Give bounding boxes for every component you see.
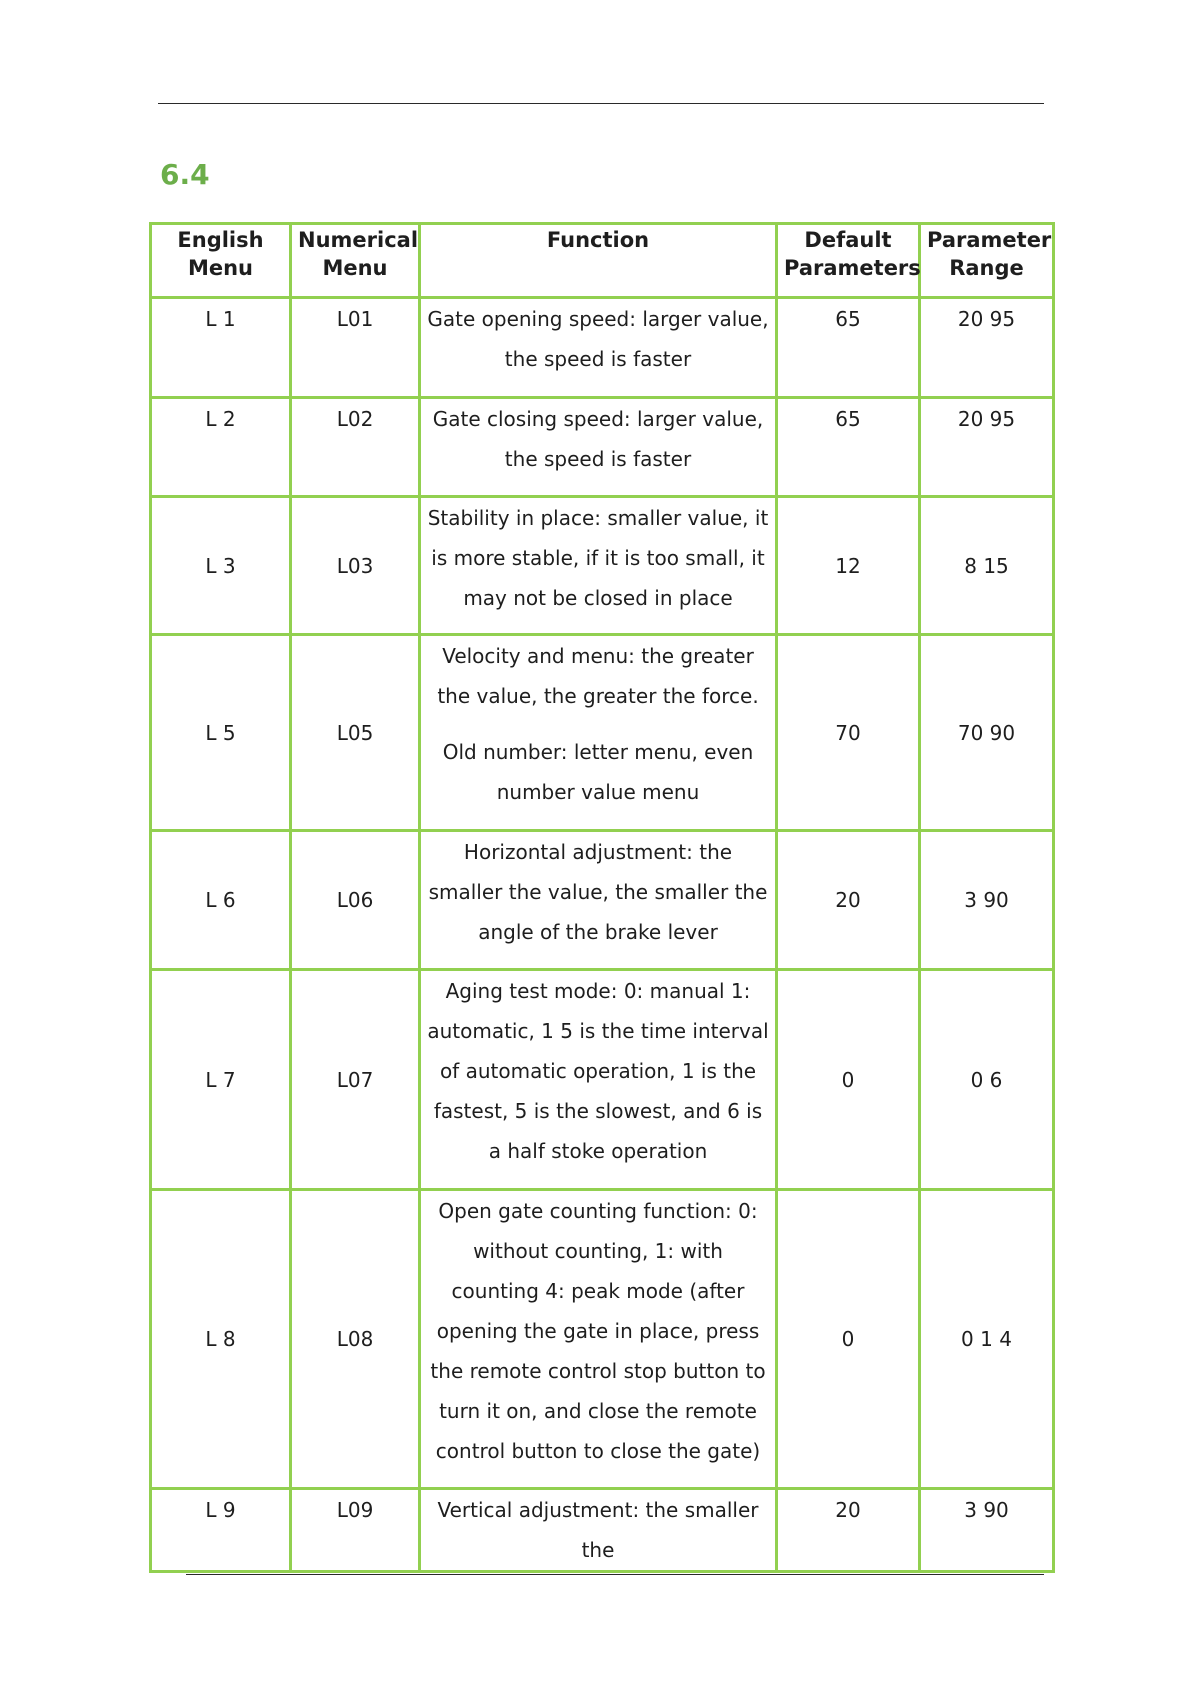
cell-default: 0 bbox=[777, 1190, 920, 1489]
cell-range: 3 90 bbox=[920, 1489, 1054, 1572]
cell-function bbox=[420, 398, 777, 497]
cell-english-menu: L 8 bbox=[151, 1190, 291, 1489]
cell-numerical-menu: L05 bbox=[291, 635, 420, 831]
function-text: Horizontal adjustment: the smaller the value, the smaller the angle of the brake lever bbox=[428, 840, 768, 944]
cell-function bbox=[420, 1489, 777, 1572]
cell-default: 65 bbox=[777, 398, 920, 497]
cell-numerical-menu: L08 bbox=[291, 1190, 420, 1489]
cell-range: 20 95 bbox=[920, 298, 1054, 398]
cell-default: 0 bbox=[777, 970, 920, 1190]
header-function: Function bbox=[420, 224, 777, 298]
function-text: Gate opening speed: larger value, the speed is faster bbox=[427, 307, 769, 371]
function-text: Old number: letter menu, even number value menu bbox=[442, 740, 754, 804]
table-row bbox=[151, 298, 1054, 398]
cell-function bbox=[420, 1190, 777, 1489]
cell-range: 0 1 4 bbox=[920, 1190, 1054, 1489]
cell-function bbox=[420, 970, 777, 1190]
function-text: Velocity and menu: the greater the value, the greater the force. bbox=[437, 644, 759, 708]
table-row bbox=[151, 635, 1054, 831]
cell-english-menu: L 9 bbox=[151, 1489, 291, 1572]
table-row bbox=[151, 497, 1054, 635]
cell-range: 70 90 bbox=[920, 635, 1054, 831]
cell-numerical-menu: L06 bbox=[291, 831, 420, 970]
cell-english-menu: L 3 bbox=[151, 497, 291, 635]
cell-english-menu: L 7 bbox=[151, 970, 291, 1190]
footer-rule bbox=[186, 1574, 1044, 1575]
header-default-parameters: Default Parameters bbox=[777, 224, 920, 298]
cell-range: 8 15 bbox=[920, 497, 1054, 635]
cell-numerical-menu: L01 bbox=[291, 298, 420, 398]
section-number: 6.4 bbox=[160, 158, 210, 191]
parameter-table bbox=[149, 222, 1055, 1573]
cell-default: 70 bbox=[777, 635, 920, 831]
table-row bbox=[151, 1489, 1054, 1572]
header-parameter-range: Parameter Range bbox=[920, 224, 1054, 298]
cell-numerical-menu: L02 bbox=[291, 398, 420, 497]
header-rule bbox=[158, 103, 1044, 104]
cell-function bbox=[420, 298, 777, 398]
table-row bbox=[151, 831, 1054, 970]
cell-numerical-menu: L07 bbox=[291, 970, 420, 1190]
cell-numerical-menu: L09 bbox=[291, 1489, 420, 1572]
table-row bbox=[151, 398, 1054, 497]
function-text: Open gate counting function: 0: without counting, 1: with counting 4: peak mode (after opening the gate in place, press the remote control stop button to turn it on, and close the remote control button to close the gate) bbox=[430, 1199, 766, 1463]
cell-range: 20 95 bbox=[920, 398, 1054, 497]
header-numerical-menu: Numerical Menu bbox=[291, 224, 420, 298]
cell-default: 65 bbox=[777, 298, 920, 398]
table-header-row bbox=[151, 224, 1054, 298]
cell-function bbox=[420, 497, 777, 635]
cell-english-menu: L 2 bbox=[151, 398, 291, 497]
cell-function bbox=[420, 831, 777, 970]
cell-default: 20 bbox=[777, 831, 920, 970]
cell-function bbox=[420, 635, 777, 831]
header-english-menu: English Menu bbox=[151, 224, 291, 298]
function-text: Aging test mode: 0: manual 1: automatic, 1 5 is the time interval of automatic operation, 1 is the fastest, 5 is the slowest, and 6 is a half stoke operation bbox=[427, 979, 769, 1163]
table-row bbox=[151, 1190, 1054, 1489]
function-text: Gate closing speed: larger value, the speed is faster bbox=[432, 407, 764, 471]
cell-english-menu: L 1 bbox=[151, 298, 291, 398]
function-text: Vertical adjustment: the smaller the bbox=[437, 1498, 759, 1562]
cell-english-menu: L 5 bbox=[151, 635, 291, 831]
cell-english-menu: L 6 bbox=[151, 831, 291, 970]
cell-numerical-menu: L03 bbox=[291, 497, 420, 635]
table-row bbox=[151, 970, 1054, 1190]
cell-default: 20 bbox=[777, 1489, 920, 1572]
function-text: Stability in place: smaller value, it is more stable, if it is too small, it may not be closed in place bbox=[427, 506, 769, 610]
cell-range: 0 6 bbox=[920, 970, 1054, 1190]
cell-range: 3 90 bbox=[920, 831, 1054, 970]
cell-default: 12 bbox=[777, 497, 920, 635]
